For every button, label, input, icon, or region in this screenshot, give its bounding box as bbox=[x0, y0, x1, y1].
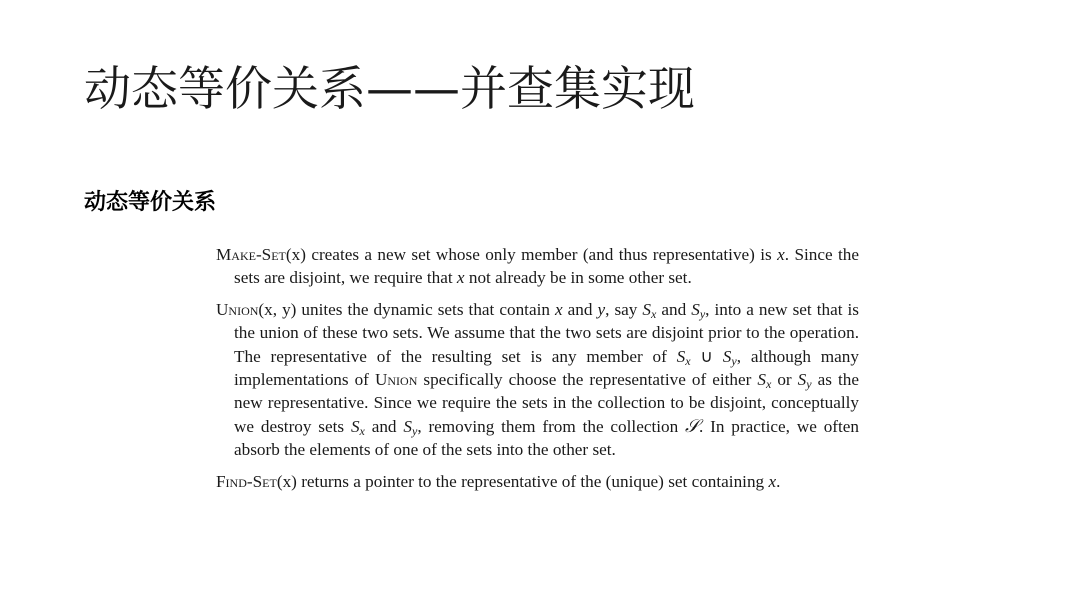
math-var: x bbox=[456, 268, 465, 288]
math-set-sx: $S_x$ bbox=[757, 370, 772, 392]
union-text-7: , removing them from the collection bbox=[417, 416, 686, 436]
union-operation-name: Union bbox=[216, 299, 259, 319]
math-set-sx: $S_x$ bbox=[676, 346, 691, 368]
math-set-sy: $S_y$ bbox=[691, 299, 706, 321]
union-and: and bbox=[364, 416, 404, 436]
math-var: x bbox=[777, 245, 785, 264]
math-set-sx: $S_x$ bbox=[642, 299, 657, 321]
union-word: Union bbox=[374, 370, 418, 390]
math-var: y bbox=[597, 299, 606, 319]
math-set-sy: $S_y$ bbox=[797, 370, 812, 392]
math-set-sy: $S_y$ bbox=[722, 346, 737, 368]
make-set-operation-name: Make-Set bbox=[216, 245, 286, 264]
make-set-text-3: not already be in some other set. bbox=[464, 268, 692, 288]
union-args: (x, y) bbox=[258, 299, 297, 319]
union-and: and bbox=[562, 299, 598, 319]
math-var: x bbox=[554, 299, 563, 319]
union-text-1: unites the dynamic sets that contain bbox=[301, 299, 555, 319]
math-set-sx: $S_x$ bbox=[350, 416, 365, 438]
make-set-text-1: creates a new set whose only member (and thus representative) is bbox=[311, 245, 778, 264]
union-definition bbox=[216, 298, 859, 462]
make-set-args: (x) bbox=[285, 245, 306, 264]
union-text-8: . In practice, we often absorb the elements of one of the sets into the other set. bbox=[234, 416, 860, 460]
section-subtitle: 动态等价关系 bbox=[84, 190, 217, 215]
union-text-2: , say bbox=[605, 299, 643, 319]
union-and: and bbox=[656, 299, 692, 319]
find-set-args: (x) bbox=[276, 471, 297, 491]
textbook-excerpt bbox=[216, 243, 859, 501]
union-text-3: , into a new set that is the union of these two sets. We assume that the two sets are disjoint prior to the operation. The representative of the resulting set is any member of bbox=[234, 299, 859, 366]
union-cup-symbol: ∪ bbox=[690, 346, 723, 366]
find-set-text-1: returns a pointer to the representative of the (unique) set containing bbox=[301, 471, 769, 491]
math-var: x bbox=[768, 471, 777, 491]
find-set-text-2: . bbox=[776, 471, 781, 491]
make-set-definition bbox=[216, 243, 859, 290]
slide-title: 动态等价关系——并查集实现 bbox=[84, 62, 695, 117]
find-set-definition bbox=[216, 470, 859, 493]
find-set-operation-name: Find-Set bbox=[216, 471, 277, 491]
make-set-text-2: . Since the sets are disjoint, we require that bbox=[234, 245, 860, 288]
collection-symbol: 𝒮 bbox=[685, 415, 700, 436]
union-text-4: , although many implementations of bbox=[234, 346, 859, 390]
union-or: or bbox=[771, 370, 798, 390]
math-set-sy: $S_y$ bbox=[403, 416, 418, 438]
union-text-5: specifically choose the representative of either bbox=[417, 370, 758, 390]
union-text-6: as the new representative. Since we require the sets in the collection to be disjoint, conceptually we destroy sets bbox=[234, 370, 859, 436]
